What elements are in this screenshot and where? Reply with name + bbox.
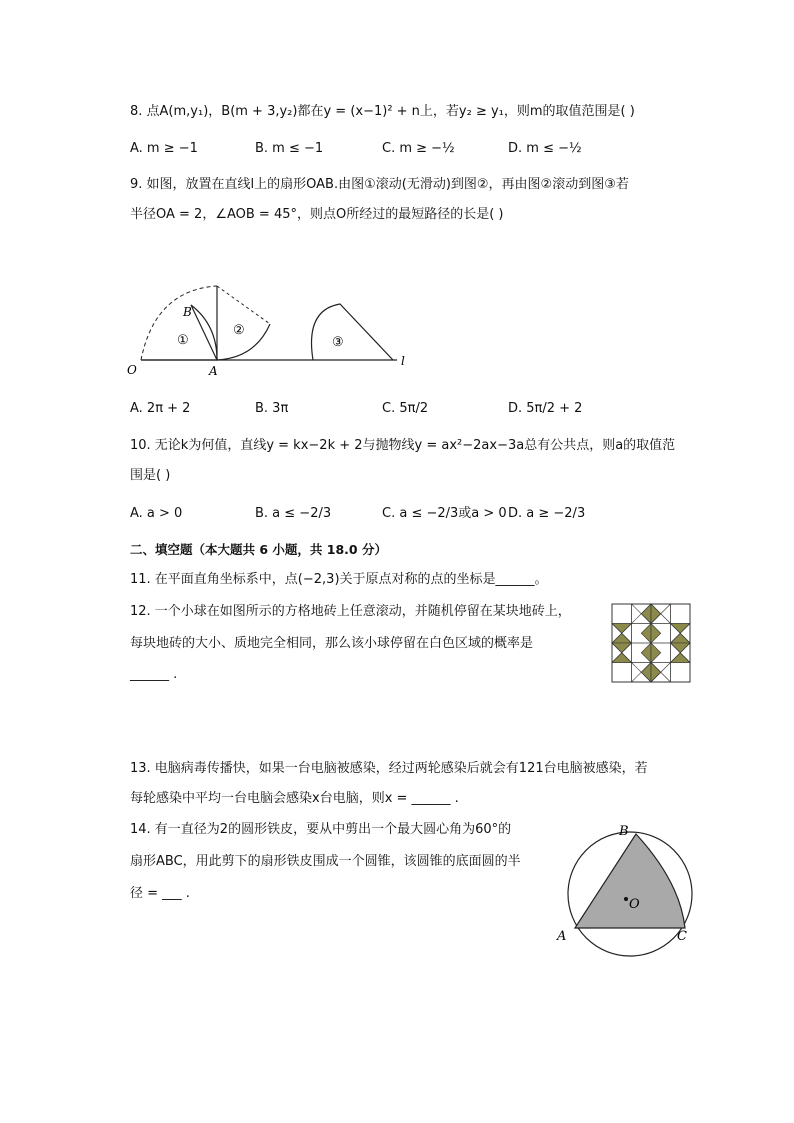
q8-option-b: B. m ≤ −1 [255,141,324,156]
section-title: 二、填空题（本大题共 6 小题，共 18.0 分） [130,542,387,557]
q8-option-d: D. m ≤ −½ [508,141,582,156]
q9-option-b: B. 3π [255,401,289,416]
label-o: O [127,363,137,377]
q12-stem-line1: 12. 一个小球在如图所示的方格地砖上任意滚动，并随机停留在某块地砖上， [130,604,571,619]
q13-stem-line2: 每轮感染中平均一台电脑会感染x台电脑，则x = ______ . [130,791,459,806]
q9-stem-line1: 9. 如图，放置在直线l上的扇形OAB.由图①滚动(无滑动)到图②，再由图②滚动到图③若 [130,177,629,192]
q9-rolling-sector-figure [125,280,415,380]
label-l: l [401,354,405,368]
label-o: O [629,897,640,912]
q9-option-c: C. 5π/2 [382,401,429,416]
sector-2-dashed-edge [217,286,270,324]
q14-stem-line2: 扇形ABC，用此剪下的扇形铁皮围成一个圆锥，该圆锥的底面圆的半 [130,854,521,869]
q14-stem-line3: 径 = ___ . [130,886,190,901]
q12-stem-line3: ______ . [130,667,178,682]
q9-stem-line2: 半径OA = 2，∠AOB = 45°，则点O所经过的最短路径的长是( ) [130,207,504,222]
label-2: ② [233,323,245,338]
q9-option-a: A. 2π + 2 [130,401,191,416]
center-point [624,897,628,901]
q8-option-c: C. m ≥ −½ [382,141,455,156]
q10-option-d: D. a ≥ −2/3 [508,506,586,521]
q10-stem-line2: 围是( ) [130,468,171,483]
q12-tile-grid-figure [612,604,690,682]
q9-option-d: D. 5π/2 + 2 [508,401,583,416]
q10-option-b: B. a ≤ −2/3 [255,506,332,521]
label-a: A [557,929,567,944]
q14-circle-sector-figure [555,822,705,962]
q10-option-c: C. a ≤ −2/3或a > 0 [382,506,507,521]
label-a: A [209,364,218,378]
q14-stem-line1: 14. 有一直径为2的圆形铁皮，要从中剪出一个最大圆心角为60°的 [130,822,512,837]
q8-option-a: A. m ≥ −1 [130,141,198,156]
q8-stem: 8. 点A(m,y₁)，B(m + 3,y₂)都在y = (x−1)² + n上，若y₂ ≥ y₁，则m的取值范围是( ) [130,104,635,119]
q13-stem-line1: 13. 电脑病毒传播快，如果一台电脑被感染，经过两轮感染后就会有121台电脑被感染，若 [130,761,648,776]
dashed-path-arc [141,286,217,360]
label-c: C [677,929,687,944]
sector-abc [575,834,685,928]
q10-option-a: A. a > 0 [130,506,183,521]
q12-stem-line2: 每块地砖的大小、质地完全相同，那么该小球停留在白色区域的概率是 [130,636,534,651]
label-b: B [183,305,192,319]
label-1: ① [177,333,189,348]
sector-3 [312,304,393,360]
label-3: ③ [332,335,344,350]
label-b: B [619,824,629,839]
q11-stem: 11. 在平面直角坐标系中，点(−2,3)关于原点对称的点的坐标是______。 [130,572,548,587]
q10-stem-line1: 10. 无论k为何值，直线y = kx−2k + 2与抛物线y = ax²−2ax−3a总有公共点，则a的取值范 [130,438,676,453]
